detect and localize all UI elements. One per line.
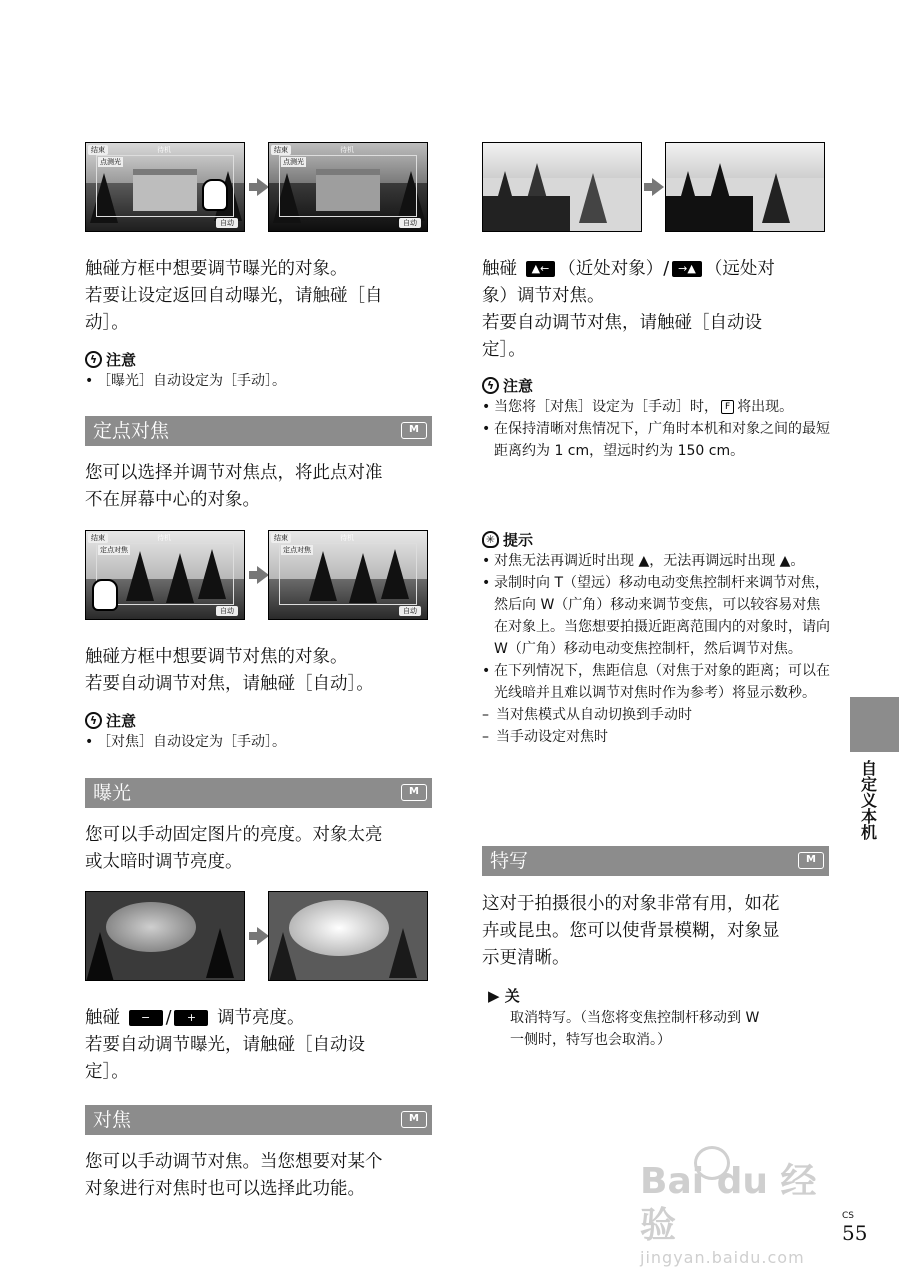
watermark-brand: Bai du 经验 — [640, 1161, 817, 1246]
exposure-after-shot — [268, 142, 428, 232]
off-desc-1: 取消特写。（当您将变焦控制杆移动到 W — [510, 1010, 760, 1026]
manual-mode-icon: M — [401, 1111, 427, 1128]
watermark — [640, 1160, 840, 1267]
minus-button-icon: − — [129, 1010, 163, 1026]
off-desc-2: 一侧时，特写也会取消。） — [510, 1032, 671, 1048]
side-tab-label: 自定义本机 — [858, 760, 878, 840]
tip-item: • 在下列情况下，焦距信息（对焦于对象的距离；可以在光线暗并且难以调节对焦时作为参考）将显示数秒。 — [482, 660, 832, 704]
section-spot-focus: 定点对焦 M — [85, 416, 432, 446]
macro-desc-1: 这对于拍摄很小的对象非常有用，如花 — [482, 894, 780, 914]
touch-exposure-text-1: 触碰方框中想要调节曝光的对象。 — [85, 259, 348, 279]
auto-exposure-text-2: 定］。 — [85, 1062, 129, 1082]
focus-text-4: 定］。 — [482, 340, 526, 360]
brightness-after-shot — [268, 891, 428, 981]
macro-desc-3: 示更清晰。 — [482, 948, 570, 968]
triangle-right-icon: ▶ — [488, 987, 500, 1005]
spot-focus-after-shot — [268, 530, 428, 620]
auto-button: 自动 — [216, 218, 238, 228]
finger-icon — [202, 179, 228, 211]
note-item: • 当您将［对焦］设定为［手动］时， F 将出现。 — [482, 396, 832, 418]
spot-focus-label: 定点对焦 — [283, 546, 311, 554]
note-item: • 在保持清晰对焦情况下，广角时本机和对象之间的最短距离约为 1 cm，望远时约为 150 cm。 — [482, 418, 832, 462]
touch-focus-text-1: 触碰方框中想要调节对焦的对象。 — [85, 647, 348, 667]
auto-button: 自动 — [399, 606, 421, 616]
section-focus: 对焦 M — [85, 1105, 432, 1135]
note-heading: ϟ 注意 — [85, 348, 435, 370]
macro-desc-2: 卉或昆虫。您可以使背景模糊，对象显 — [482, 921, 780, 941]
brightness-before-shot — [85, 891, 245, 981]
touch-near-far-line: 触碰 ▲← （近处对象）/ →▲ （远处对 — [482, 259, 775, 279]
auto-button: 自动 — [399, 218, 421, 228]
section-exposure: 曝光 M — [85, 778, 432, 808]
spot-meter-label: 点测光 — [100, 158, 121, 166]
tip-item: • 对焦无法再调近时出现 ▲，无法再调远时出现 ▲。 — [482, 550, 832, 572]
watermark-url: jingyan.baidu.com — [640, 1248, 805, 1267]
far-button-icon: →▲ — [672, 261, 702, 277]
note-item: • ［曝光］自动设定为［手动］。 — [85, 370, 435, 392]
tip-heading: ✳ 提示 — [482, 528, 832, 550]
manual-mode-icon: M — [798, 852, 824, 869]
touch-focus-text-2: 若要自动调节对焦，请触碰［自动］。 — [85, 674, 374, 694]
auto-exposure-text-1: 若要自动调节曝光，请触碰［自动设 — [85, 1035, 365, 1055]
spot-focus-desc-1: 您可以选择并调节对焦点，将此点对准 — [85, 463, 383, 483]
finger-icon — [92, 579, 118, 611]
spot-focus-before-shot — [85, 530, 245, 620]
standby-label: 待机 — [340, 534, 355, 542]
spot-meter-label: 点测光 — [283, 158, 304, 166]
side-tab — [850, 697, 899, 752]
standby-label: 待机 — [157, 146, 172, 154]
exposure-desc-1: 您可以手动固定图片的亮度。对象太亮 — [85, 825, 383, 845]
tip-subitem: – 当对焦模式从自动切换到手动时 — [482, 704, 832, 726]
paw-icon — [694, 1146, 730, 1180]
note-heading: ϟ 注意 — [482, 374, 832, 396]
manual-mode-icon: M — [401, 422, 427, 439]
note-heading: ϟ 注意 — [85, 709, 435, 731]
exposure-before-shot — [85, 142, 245, 232]
focus-manual-icon: F — [721, 400, 734, 414]
exposure-desc-2: 或太暗时调节亮度。 — [85, 852, 243, 872]
end-button: 结束 — [271, 533, 291, 543]
end-button: 结束 — [271, 145, 291, 155]
touch-exposure-text-3: 动］。 — [85, 313, 129, 333]
option-off: ▶ 关 — [488, 987, 520, 1005]
page-lang: CS — [842, 1211, 854, 1221]
section-macro: 特写 M — [482, 846, 829, 876]
caution-icon: ϟ — [482, 377, 499, 394]
note-item: • ［对焦］自动设定为［手动］。 — [85, 731, 435, 753]
spot-focus-desc-2: 不在屏幕中心的对象。 — [85, 490, 260, 510]
page-number: 55 — [842, 1221, 868, 1245]
caution-icon: ϟ — [85, 712, 102, 729]
tip-subitem: – 当手动设定对焦时 — [482, 726, 832, 748]
touch-exposure-text-2: 若要让设定返回自动曝光，请触碰［自 — [85, 286, 383, 306]
end-button: 结束 — [88, 533, 108, 543]
near-button-icon: ▲← — [526, 261, 556, 277]
focus-text-3: 若要自动调节对焦，请触碰［自动设 — [482, 313, 762, 333]
standby-label: 待机 — [157, 534, 172, 542]
lightbulb-icon: ✳ — [482, 531, 499, 548]
focus-far-shot — [665, 142, 825, 232]
spot-focus-label: 定点对焦 — [100, 546, 128, 554]
touch-bright-line: 触碰 − / + 调节亮度。 — [85, 1008, 305, 1028]
focus-near-shot — [482, 142, 642, 232]
focus-desc-2: 对象进行对焦时也可以选择此功能。 — [85, 1179, 365, 1199]
arrow-right-icon — [652, 178, 664, 196]
focus-text-2: 象）调节对焦。 — [482, 286, 605, 306]
standby-label: 待机 — [340, 146, 355, 154]
tip-item: • 录制时向 T（望远）移动电动变焦控制杆来调节对焦，然后向 W（广角）移动来调节变焦，可以较容易对焦在对象上。当您想要拍摄近距离范围内的对象时，请向 W（广角）移动电动变焦控制杆，然后调节对焦。 — [482, 572, 832, 660]
focus-desc-1: 您可以手动调节对焦。当您想要对某个 — [85, 1152, 383, 1172]
caution-icon: ϟ — [85, 351, 102, 368]
auto-button: 自动 — [216, 606, 238, 616]
end-button: 结束 — [88, 145, 108, 155]
plus-button-icon: + — [174, 1010, 208, 1026]
manual-mode-icon: M — [401, 784, 427, 801]
